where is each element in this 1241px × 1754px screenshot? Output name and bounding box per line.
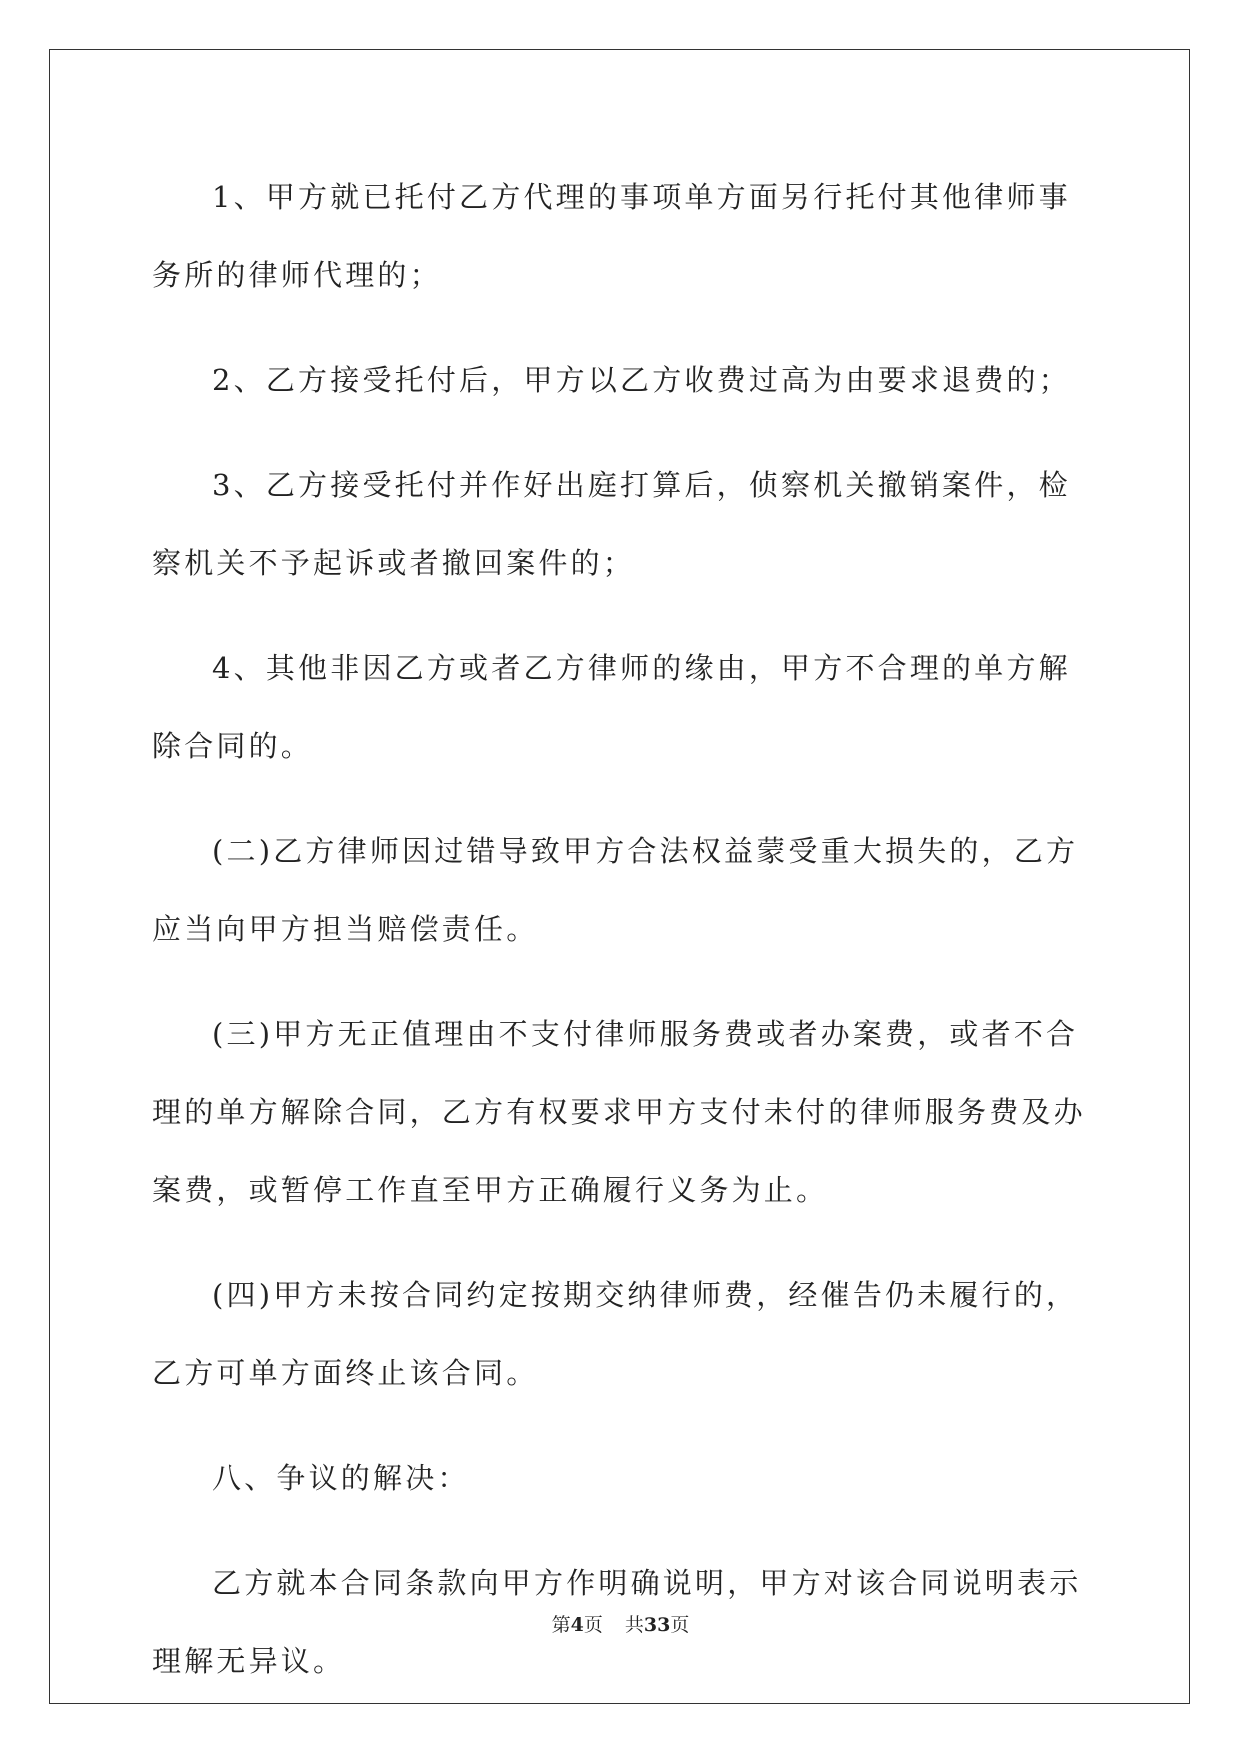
paragraph-6: (三)甲方无正值理由不支付律师服务费或者办案费，或者不合理的单方解除合同，乙方有权要求甲方支付未付的律师服务费及办案费，或暂停工作直至甲方正确履行义务为止。 (152, 1017, 1086, 1207)
total-suffix: 页 (670, 1614, 690, 1636)
total-pages: 33 (643, 1614, 671, 1636)
total-prefix: 共 (624, 1614, 644, 1636)
paragraph-5: (二)乙方律师因过错导致甲方合法权益蒙受重大损失的，乙方应当向甲方担当赔偿责任。 (152, 834, 1079, 946)
section-heading: 八、争议的解决： (212, 1461, 470, 1495)
page-suffix: 页 (583, 1614, 603, 1636)
paragraph-1: 1、甲方就已托付乙方代理的事项单方面另行托付其他律师事务所的律师代理的； (152, 180, 1071, 292)
paragraph-3: 3、乙方接受托付并作好出庭打算后，侦察机关撤销案件，检察机关不予起诉或者撤回案件的； (152, 468, 1071, 580)
page-number: 4 (570, 1614, 584, 1636)
paragraph-7: (四)甲方未按合同约定按期交纳律师费，经催告仍未履行的，乙方可单方面终止该合同。 (152, 1278, 1079, 1390)
paragraph-4: 4、其他非因乙方或者乙方律师的缘由，甲方不合理的单方解除合同的。 (152, 651, 1071, 763)
paragraph-2: 2、乙方接受托付后，甲方以乙方收费过高为由要求退费的； (212, 363, 1071, 397)
document-body (152, 158, 1092, 1700)
page-prefix: 第 (551, 1614, 571, 1636)
page-footer (0, 1610, 1241, 1637)
paragraph-8: 乙方就本合同条款向甲方作明确说明，甲方对该合同说明表示理解无异议。 (152, 1566, 1082, 1678)
